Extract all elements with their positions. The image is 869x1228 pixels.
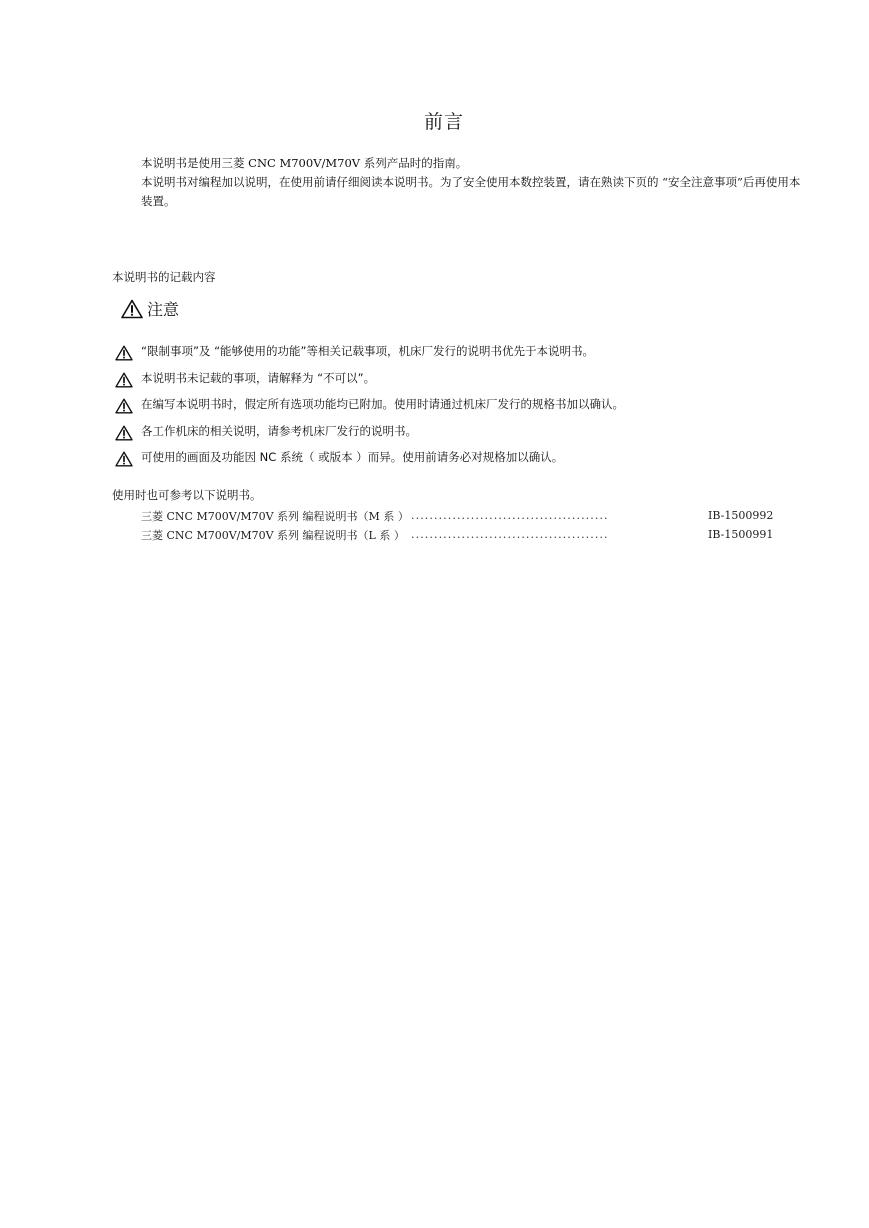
reference-leader-dots: ........................................... (411, 509, 609, 522)
notice-text: “限制事项”及 “能够使用的功能”等相关记载事项，机床厂发行的说明书优先于本说明书。 (141, 344, 594, 359)
notice-item (115, 338, 624, 365)
notice-text: 各工作机床的相关说明，请参考机床厂发行的说明书。 (141, 423, 417, 438)
notice-item (115, 418, 624, 445)
intro-paragraph: 本说明书是使用三菱 CNC M700V/M70V 系列产品时的指南。 (141, 156, 468, 170)
reference-code: IB-1500991 (708, 528, 774, 541)
section-heading: 本说明书的记载内容 (112, 270, 216, 284)
reference-row (141, 525, 773, 544)
warning-triangle-icon (115, 372, 133, 388)
reference-list (141, 506, 773, 544)
reference-leader-dots: ........................................... (411, 528, 609, 541)
reference-code: IB-1500992 (708, 509, 774, 522)
notice-item (115, 444, 624, 471)
warning-triangle-icon (115, 398, 133, 414)
warning-triangle-icon (115, 451, 133, 467)
notice-list (115, 338, 624, 471)
notice-text: 在编写本说明书时，假定所有选项功能均已附加。使用时请通过机床厂发行的规格书加以确认。 (141, 397, 624, 412)
intro-text (141, 154, 806, 211)
references-heading: 使用时也可参考以下说明书。 (112, 488, 262, 502)
reference-title: 三菱 CNC M700V/M70V 系列 编程说明书（M 系 ） (141, 509, 409, 523)
notice-item (115, 391, 624, 418)
caution-header (121, 297, 179, 320)
notice-item (115, 365, 624, 392)
reference-row (141, 506, 773, 525)
notice-text: 可使用的画面及功能因 NC 系统（ 或版本 ）而异。使用前请务必对规格加以确认。 (141, 450, 564, 465)
intro-paragraph: 本说明书对编程加以说明，在使用前请仔细阅读本说明书。为了安全使用本数控装置，请在熟读下页的 “安全注意事项”后再使用本装置。 (141, 175, 801, 208)
warning-triangle-icon (115, 425, 133, 441)
notice-text: 本说明书未记载的事项，请解释为 “不可以”。 (141, 370, 376, 385)
warning-triangle-icon (121, 299, 143, 319)
reference-title: 三菱 CNC M700V/M70V 系列 编程说明书（L 系 ） (141, 528, 405, 542)
caution-label: 注意 (147, 300, 180, 319)
page-title: 前言 (423, 111, 464, 133)
warning-triangle-icon (115, 345, 133, 361)
